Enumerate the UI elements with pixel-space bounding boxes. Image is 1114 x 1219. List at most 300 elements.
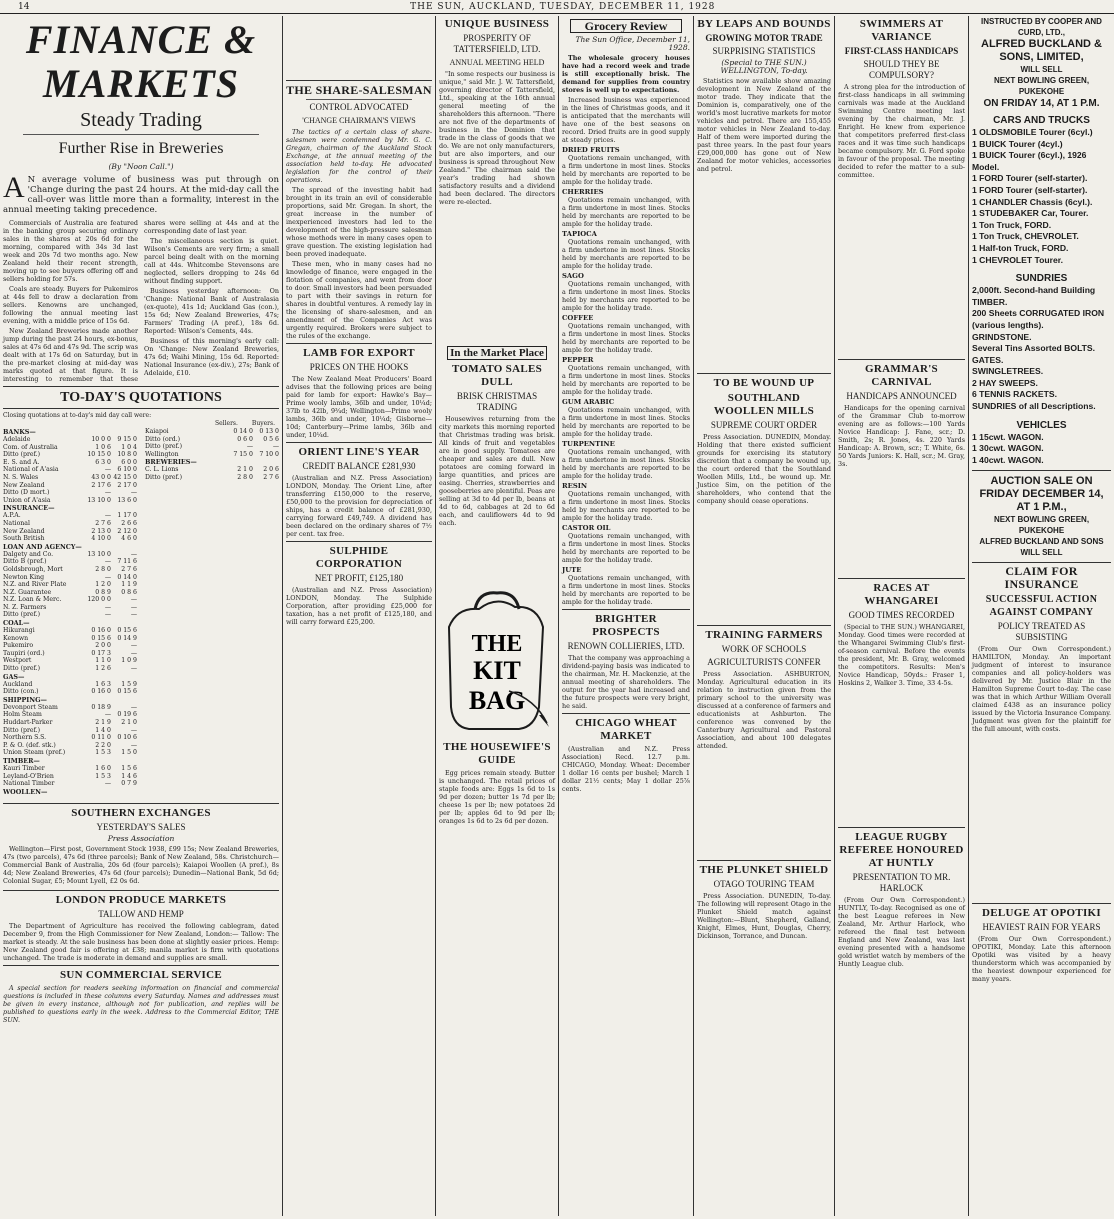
- quote-sellers: —: [104, 603, 111, 611]
- quote-sellers: 1 1 0: [95, 657, 111, 665]
- quote-name: N.Z. and River Plate: [3, 581, 67, 589]
- quote-buyers: 1 5 6: [121, 764, 137, 772]
- quote-name: Ditto (pref.): [3, 665, 41, 673]
- quote-buyers: —: [130, 726, 137, 734]
- article-body: (Australian and N.Z. Press Association) LONDON, Monday. The Orient Line, after transferring £150,000 to the reserve, £50,000 to the provision for depreciation of ships, has a credit balance of £281,930, carrying forward £49,749. A dividend has been declared on the ordinary shares of 7½ per cent. tax free.: [286, 474, 432, 538]
- quote-row: [3, 497, 137, 505]
- byline: (By "Noon Call."): [108, 162, 174, 171]
- grocery-column: [559, 16, 693, 1216]
- article-body: (Australian and N.Z. Press Association) LONDON, Monday. The Sulphide Corporation, after providing £25,000 for taxation, has a net profit of £125,180, and will carry forward £25,200.: [286, 586, 432, 626]
- quote-buyers: 7 10 0: [259, 450, 279, 458]
- article-body: Press Association. ASHBURTON, Monday. Agricultural education in its relation to instruction given from the primary school to the university was discussed at a conference of farmers and educationists at Ashburton. The conference was convened by the Canterbury Agricultural and Pastoral Association, and about 100 delegates attended.: [697, 670, 831, 750]
- paragraph: The tactics of a certain class of share-salesmen were condemned by Mr. G. C. Gregan, chairman of the Auckland Stock Exchange, at the annual meeting of the association held to-day. He advocated legislation for the control of their operations.: [286, 128, 432, 184]
- subheadline: HANDICAPS ANNOUNCED: [846, 391, 957, 401]
- ad-vehicle-item: 1 30cwt. WAGON.: [972, 443, 1044, 454]
- headline: RACES AT WHANGAREI: [864, 582, 939, 607]
- quote-buyers: 1 1 9: [121, 581, 137, 589]
- sport-column: [835, 16, 968, 1216]
- subheadline: WORK OF SCHOOLS: [721, 644, 807, 654]
- quote-buyers: 1 17 0: [117, 512, 137, 520]
- article-body: That the company was approaching a dividend-paying basis was indicated to the chairman, Mr. H. Mackenzie, at the annual meeting of shareholders. The output for the year had increased and the future prospects were very bright, he said.: [562, 654, 690, 710]
- quote-sellers: 2 1 9: [95, 719, 111, 726]
- paragraph: Coals are steady. Buyers for Pukemiros at 44s fell to draw a declaration from sellers. Kenowns are unchanged, following the annual meeting last evening, with a middle price of 15s 6d.: [3, 285, 138, 325]
- quote-sellers: 1 2 0: [95, 581, 111, 589]
- quote-row: [3, 551, 137, 559]
- quote-sellers: 1 0 6: [95, 443, 111, 451]
- subheadline: CONTROL ADVOCATED: [309, 102, 409, 112]
- quote-buyers: 6 0 0: [121, 458, 137, 466]
- commodity-note: Quotations remain unchanged, with a firm undertone in most lines. Stocks held by merchants are reported to be ample for the holiday trade.: [562, 532, 690, 564]
- subheadline: GOOD TIMES RECORDED: [848, 610, 955, 620]
- motor-column: [694, 16, 834, 1216]
- quote-sellers: 2 2 0: [95, 741, 111, 749]
- quote-row: [3, 704, 137, 712]
- ad-vehicle-item: 1 40cwt. WAGON.: [972, 454, 1044, 465]
- quote-name: Pukemiro: [3, 642, 34, 650]
- quote-section: TIMBER—: [3, 756, 40, 765]
- commodity-heading: CASTOR OIL: [562, 524, 611, 532]
- quote-row: [145, 443, 279, 451]
- headline: SWIMMERS AT VARIANCE: [859, 18, 944, 43]
- quote-sellers: 1 4 0: [95, 726, 111, 734]
- ad-car-item: 1 STUDEBAKER Car, Tourer.: [972, 208, 1089, 219]
- quotations-note: Closing quotations at to-day's mid day call were:: [3, 412, 152, 419]
- ad-cars-title: CARS AND TRUCKS: [993, 115, 1090, 126]
- article-body: (From Our Own Correspondent.) OPOTIKI, Monday. Late this afternoon Opotiki was visited by a heavy thunderstorm which was accompanied by the heaviest downpour experienced for many years.: [972, 935, 1111, 984]
- quote-sellers: 2 13 0: [91, 527, 111, 535]
- quote-sellers: 10 15 0: [87, 451, 111, 459]
- article-body: "In some respects our business is unique," said Mr. J. W. Tattersfield, governing director of Tattersfield, Ltd., speaking at the 16th annual general meeting of the shareholders this afternoon. "There are not five of the departments of business in the Dominion that trade in the class of goods that we do. We are not only manufacturers, but are also importers, and our business is spread throughout New Zealand." The chairman said the year's trading had shown satisfactory results and a dividend had been declared. The directors were re-elected.: [439, 70, 555, 206]
- headline: SUN COMMERCIAL SERVICE: [59, 969, 223, 981]
- quote-row: [3, 451, 137, 459]
- headline: UNIQUE BUSINESS: [444, 18, 550, 30]
- headline: SOUTHERN EXCHANGES: [71, 807, 211, 819]
- quote-section: BREWERIES—: [145, 458, 197, 467]
- finance-body: [3, 219, 279, 383]
- ad-sundry-item: 200 Sheets CORRUGATED IRON (various lengths).: [972, 308, 1105, 330]
- paragraph: Business of this morning's early call: On 'Change: New Zealand Breweries, 47s 6d; Waihi Mining, 15s 6d. Reported: National Insurance (ex-div.), 27s; Bank of Adelaide, £10.: [144, 337, 279, 377]
- quote-name: C. L. Lions: [145, 466, 179, 474]
- ad-car-item: 1 FORD Tourer (self-starter).: [972, 173, 1088, 184]
- quote-name: Taupiri (ord.): [3, 649, 45, 657]
- quote-name: E. S. and A.: [3, 458, 40, 466]
- quote-buyers: 9 15 0: [117, 436, 137, 443]
- quote-buyers: —: [130, 550, 137, 558]
- quote-row: [3, 596, 137, 604]
- commodity-note: Quotations remain unchanged, with a firm undertone in most lines. Stocks held by merchants are reported to be ample for the holiday trade.: [562, 280, 690, 312]
- ad-car-item: 1 BUICK Tourer (4cyl.): [972, 138, 1063, 149]
- quote-name: Ditto (ord.): [145, 435, 181, 443]
- quote-buyers: 2 17 0: [117, 481, 137, 489]
- quote-name: Ditto (con.): [3, 688, 39, 696]
- finance-column: [0, 16, 282, 1216]
- quote-buyers: 0 19 6: [117, 711, 137, 719]
- subheadline: GROWING MOTOR TRADE: [705, 33, 823, 43]
- quote-row: [3, 512, 137, 520]
- quote-buyers: —: [130, 703, 137, 711]
- quote-section: INSURANCE—: [3, 504, 55, 513]
- ad-car-item: 1 CHEVROLET Tourer.: [972, 254, 1064, 265]
- quote-row: [3, 535, 137, 543]
- article-body: (From Our Own Correspondent.) HUNTLY, To-day. Recognised as one of the best League referees in New Zealand, Mr. Arthur Harlock, who refereed the final test between England and New Zealand, was last evening presented with a handsome gold wristlet watch by members of the Huntly League club.: [838, 896, 965, 968]
- ad-sundry-item: SWINGLETREES.: [972, 366, 1044, 377]
- quote-sellers: 7 15 0: [233, 450, 253, 458]
- quote-sellers: 0 14 0: [233, 428, 253, 435]
- ad-car-item: 1 CHANDLER Chassis (6cyl.).: [972, 196, 1093, 207]
- quote-row: [3, 566, 137, 574]
- ad-sundries-list: [972, 285, 1111, 413]
- grocery-review-heading: Grocery Review: [570, 19, 682, 33]
- quote-row: [3, 780, 137, 788]
- quote-buyers: —: [130, 741, 137, 749]
- headline: SOUTHLAND WOOLLEN MILLS: [713, 392, 815, 417]
- article-body: Increased business was experienced in the lines of Christmas goods, and it is anticipated that the merchants will have one of the best seasons on record. Dried fruits are in good supply at steady prices.: [562, 96, 690, 144]
- quote-sellers: 0 16 0: [91, 688, 111, 696]
- quotations-header: [3, 420, 279, 428]
- quote-row: [3, 611, 137, 619]
- quote-buyers: 0 15 6: [117, 627, 137, 635]
- quote-sellers: —: [104, 611, 111, 619]
- commodity-heading: GUM ARABIC: [562, 398, 615, 406]
- quote-name: N. S. Wales: [3, 473, 39, 481]
- subheadline: SUCCESSFUL ACTION AGAINST COMPANY: [985, 594, 1098, 619]
- quote-sellers: —: [104, 466, 111, 474]
- intro-paragraph: [3, 171, 279, 215]
- subheadline: SUPREME COURT ORDER: [710, 420, 818, 430]
- quote-row: [3, 466, 137, 474]
- headline: DELUGE AT OPOTIKI: [982, 907, 1101, 920]
- subheadline: Further Rise in Breweries: [58, 140, 224, 157]
- quote-row: [3, 742, 137, 750]
- quote-name: N. Z. Farmers: [3, 603, 47, 611]
- ad2-title: AUCTION SALE ON FRIDAY DECEMBER 14, AT 1 P.M.,: [979, 475, 1104, 514]
- subheadline: FIRST-CLASS HANDICAPS: [844, 46, 959, 56]
- headline: TRAINING FARMERS: [705, 629, 823, 641]
- commodity-heading: TURPENTINE: [562, 440, 615, 448]
- paragraph: New Zealand Breweries made another jump during the past 24 hours, ex-bonus, sales at 47s 6d and 47s 9d. The scrip was dealt with at 17s 6d on Saturday, but in the pre-market closing at mid-day was marks quoted at that figure. It is interesting to remember that these shares were selling at 44s and at the corresponding date of last year.: [3, 219, 279, 383]
- kitbag-word: KIT: [473, 656, 521, 685]
- subheadline: TALLOW AND HEMP: [98, 909, 184, 919]
- share-column: [283, 16, 435, 1216]
- quote-name: A.P.A.: [3, 512, 21, 520]
- subheadline: YESTERDAY'S SALES: [96, 822, 186, 832]
- quote-buyers: 2 0 6: [263, 466, 279, 474]
- quote-row: [145, 428, 279, 436]
- quote-row: [3, 436, 137, 444]
- ad-sundry-item: 6 TENNIS RACKETS.: [972, 389, 1057, 400]
- quote-row: [3, 765, 137, 773]
- quote-sellers: —: [104, 512, 111, 520]
- article-body: Press Association. DUNEDIN, Monday. Holding that there existed sufficient grounds for exercising its statutory discretion that a company be wound up, the court ordered that the Southland Woollen Mills, Ltd., be wound up. Mr. Justice Sim, on the petition of the shareholders, who contend that the company should cease operations.: [697, 433, 831, 505]
- ad-sundry-item: GATES.: [972, 354, 1004, 365]
- ad-car-item: 1 OLDSMOBILE Tourer (6cyl.): [972, 127, 1093, 137]
- quote-buyers: 1 5 0: [121, 749, 137, 757]
- quote-buyers: —: [130, 642, 137, 650]
- kit-bag-icon: [439, 587, 555, 737]
- quote-section: LOAN AND AGENCY—: [3, 542, 82, 551]
- quote-row: [3, 474, 137, 482]
- quote-buyers: —: [130, 649, 137, 657]
- quote-name: Wellington: [145, 450, 179, 458]
- quote-buyers: 10 8 0: [117, 451, 137, 459]
- quote-section: COAL—: [3, 619, 30, 628]
- subheadline: RENOWN COLLIERIES, LTD.: [567, 641, 685, 651]
- quote-row: [3, 642, 137, 650]
- quote-row: [3, 558, 137, 566]
- quote-row: [3, 489, 137, 497]
- ad-date: ON FRIDAY 14, AT 1 P.M.: [983, 98, 1100, 109]
- quote-row: [3, 520, 137, 528]
- quote-row: [3, 528, 137, 536]
- quote-row: [3, 604, 137, 612]
- ad-sundry-item: 2,000ft. Second-hand Building TIMBER.: [972, 285, 1096, 307]
- quote-row: [3, 681, 137, 689]
- byline: The Sun Office, December 11, 1928.: [575, 35, 690, 52]
- subheadline: SHOULD THEY BE COMPULSORY?: [863, 59, 940, 80]
- quote-name: Huddart-Parker: [3, 719, 53, 726]
- headline: THE PLUNKET SHIELD: [699, 864, 829, 876]
- ad-car-item: 1 Ton Truck, FORD.: [972, 219, 1052, 230]
- quote-buyers: 1 0 4: [121, 443, 137, 451]
- quote-name: Dalgety and Co.: [3, 550, 54, 558]
- quote-name: Kenown: [3, 634, 29, 642]
- ad-sundry-item: Several Tins Assorted BOLTS.: [972, 343, 1096, 354]
- subheadline: PROSPERITY OF TATTERSFIELD, LTD.: [453, 33, 541, 54]
- quotations-title: TO-DAY'S QUOTATIONS: [60, 390, 222, 405]
- quote-row: [3, 727, 137, 735]
- auction-advertisement-2: [972, 471, 1111, 563]
- paragraph: The miscellaneous section is quiet. Wilson's Cements are very firm; a small parcel being dealt with on the morning call at 44s. Whitcombe Stevensons are neglected, sellers dropping to 24s 6d without finding support.: [144, 237, 279, 285]
- headline: BY LEAPS AND BOUNDS: [697, 18, 831, 30]
- quote-buyers: 1 5 9: [121, 680, 137, 688]
- article-body: Wellington—First post, Government Stock 1938, £99 15s; New Zealand Breweries, 47s (two parcels), 47s 6d (three parcels); Bank of New Zealand, 58s. Christchurch—Commercial Bank of Australia, 20s 6d (four parcels); Kaiapoi Woollen (A pref.), 8s 4d; New Zealand Breweries, 47s 6d (four parcels); Dunedin—National Bank, 5d 6d; Colonial Sugar, £5; Mount Lyell, £2 0s 6d.: [3, 845, 279, 885]
- commodity-heading: TAPIOCA: [562, 230, 597, 238]
- quote-name: Ditto B (pref.): [3, 558, 47, 566]
- subheadline: AGRICULTURISTS CONFER: [707, 657, 821, 667]
- quote-row: [3, 657, 137, 665]
- quote-buyers: 0 7 9: [121, 780, 137, 788]
- subheadline: BRISK CHRISTMAS TRADING: [456, 391, 538, 412]
- article-body: Housewives returning from the city markets this morning reported that Christmas trading was brisk. All kinds of fruit and vegetables are in good supply. Tomatoes are cheaper and sales are dull. New potatoes are coming forward in large quantities, and prices are easing. Cherries, strawberries and gooseberries are plentiful. Peas are selling at 3d to 4d per lb, beans at 4d to 6d, cabbages at 2d to 6d each, and cauliflowers 4d to 9d each.: [439, 415, 555, 527]
- subheadline: PRESENTATION TO MR. HARLOCK: [852, 872, 951, 893]
- quote-row: [3, 581, 137, 589]
- headline: SULPHIDE CORPORATION: [315, 545, 403, 570]
- quote-buyers: —: [130, 596, 137, 604]
- article-body: Statistics now available show amazing development in New Zealand of the motor trade. They indicate that the Dominion is, comparatively, one of the world's most lucrative markets for motor vehicles and petrol. There are 155,455 motor vehicles in New Zealand to-day. Half of them were imported during the past three years. In the past four years £29,000,000 has gone out of New Zealand for motor vehicles, accessories and petrol.: [697, 77, 831, 173]
- quote-buyers: —: [130, 603, 137, 611]
- quote-row: [3, 482, 137, 490]
- auction-column: [969, 16, 1114, 1216]
- ad-vehicles-title: VEHICLES: [1016, 419, 1067, 431]
- paragraph: Business yesterday afternoon: On 'Change: National Bank of Australasia (ex-quote), 41s 1d; Auckland Gas (con.), 15s 6d; New Zealand Breweries, 47s; Farmers' Trading (A pref.), 18s 6d. Reported: Wilson's Cements, 44s.: [144, 287, 279, 335]
- quote-name: Goldsbrough, Mort: [3, 565, 63, 573]
- quote-buyers: 2 12 0: [117, 527, 137, 535]
- commodity-note: Quotations remain unchanged, with a firm undertone in most lines. Stocks held by merchants are reported to be ample for the holiday trade.: [562, 238, 690, 270]
- quote-section: SHIPPING—: [3, 695, 47, 704]
- quote-name: Leyland-O'Brien: [3, 772, 54, 780]
- quote-name: Devonport Steam: [3, 703, 58, 711]
- subheadline: OTAGO TOURING TEAM: [713, 879, 815, 889]
- kitbag-word: THE: [471, 631, 523, 657]
- quote-sellers: —: [104, 711, 111, 719]
- quote-buyers: —: [130, 611, 137, 619]
- quote-row: [3, 688, 137, 696]
- subheadline: ANNUAL MEETING HELD: [449, 58, 545, 67]
- article-body: A strong plea for the introduction of first-class handicaps in all swimming carnivals was made at the Auckland Swimming Centre meeting last evening by the chairman, Mr. J. Enright. He knew from experience that competitors preferred first-class races and it was time such handicaps became compulsory. Mr. G. Ford spoke in favour of the proposal. The meeting decided to refer the matter to a sub-committee.: [838, 83, 965, 179]
- quote-row: [3, 627, 137, 635]
- quote-buyers: 0 14 0: [117, 573, 137, 581]
- quote-buyers: 2 7 6: [121, 565, 137, 573]
- quote-sellers: 13 10 0: [87, 496, 111, 504]
- quote-sellers: 0 6 0: [237, 435, 253, 443]
- ad-instructed: INSTRUCTED BY COOPER AND CURD, LTD.,: [981, 17, 1102, 37]
- quote-sellers: 0 17 3: [91, 649, 111, 657]
- quote-sellers: 10 0 0: [91, 436, 111, 443]
- quote-name: National: [3, 519, 30, 527]
- commodity-note: Quotations remain unchanged, with a firm undertone in most lines. Stocks held by merchants are reported to be ample for the holiday trade.: [562, 364, 690, 396]
- quote-buyers: 13 6 0: [117, 496, 137, 504]
- quote-sellers: 0 8 9: [95, 588, 111, 596]
- quote-buyers: 0 14 9: [117, 634, 137, 642]
- headline: LEAGUE RUGBY REFEREE HONOURED AT HUNTLY: [839, 831, 964, 869]
- commodity-note: Quotations remain unchanged, with a firm undertone in most lines. Stocks held by merchants are reported to be ample for the holiday trade.: [562, 490, 690, 522]
- intro-text: N average volume of business was put through on 'Change during the past 24 hours. At the mid-day call the call-over was little more than a formality, interest in the annual meeting taking precedence.: [3, 175, 279, 215]
- quote-buyers: 7 11 6: [117, 558, 137, 566]
- quote-buyers: 0 10 6: [117, 734, 137, 742]
- article-body: (Australian and N.Z. Press Association) Recd. 12.7 p.m. CHICAGO, Monday. Wheat: December 1 dollar 16 cents per bushel; March 1 dollar 21½ cents; May 1 dollar 25⅞ cents.: [562, 745, 690, 793]
- commodity-heading: JUTE: [562, 566, 582, 574]
- ad-venue: NEXT BOWLING GREEN, PUKEKOHE: [993, 76, 1090, 96]
- quote-sellers: —: [246, 443, 253, 451]
- commodity-sections: [562, 146, 690, 606]
- credit-line: Press Association: [107, 834, 175, 843]
- dateline: (Special to THE SUN.) WELLINGTON, To-day.: [720, 58, 808, 75]
- commodity-heading: DRIED FRUITS: [562, 146, 620, 154]
- page-number: 14: [18, 1, 30, 12]
- quote-row: [3, 444, 137, 452]
- quote-row: [3, 665, 137, 673]
- commodity-note: Quotations remain unchanged, with a firm undertone in most lines. Stocks held by merchants are reported to be ample for the holiday trade.: [562, 406, 690, 438]
- quote-row: [3, 734, 137, 742]
- headline: TO BE WOUND UP: [713, 377, 815, 389]
- quote-sellers: 0 15 6: [91, 634, 111, 642]
- section-title: FINANCE & MARKETS: [25, 17, 257, 106]
- quote-name: P. & O. (def. stk.): [3, 741, 56, 749]
- quote-buyers: 42 15 0: [113, 473, 137, 481]
- quote-buyers: 0 8 6: [121, 588, 137, 596]
- quote-buyers: 2 7 6: [263, 473, 279, 481]
- quote-name: National Timber: [3, 780, 55, 788]
- masthead: [0, 0, 1114, 14]
- subheadline: SURPRISING STATISTICS: [712, 46, 816, 56]
- commodity-heading: CHERRIES: [562, 188, 604, 196]
- headline: Steady Trading: [80, 109, 202, 131]
- quote-sellers: 2 17 6: [91, 481, 111, 489]
- ad-sundry-item: GRINDSTONE.: [972, 331, 1032, 342]
- quote-sellers: 43 0 0: [91, 473, 111, 481]
- buyers-header: Buyers.: [251, 420, 275, 427]
- quote-name: Westport: [3, 657, 32, 665]
- commodity-heading: RESIN: [562, 482, 588, 490]
- article-body: A special section for readers seeking information on financial and commercial questions is included in these columns every Saturday. Names and addresses must be given in every instance, although not for publication, and replies will be published to questions early in the week. Address to the Commercial Editor, THE SUN.: [3, 984, 279, 1024]
- ad-car-item: 1 BUICK Tourer (6cyl.), 1926 Model.: [972, 150, 1087, 172]
- commodity-note: Quotations remain unchanged, with a firm undertone in most lines. Stocks held by merchants are reported to be ample for the holiday trade.: [562, 196, 690, 228]
- quote-buyers: —: [130, 665, 137, 673]
- commodity-note: Quotations remain unchanged, with a firm undertone in most lines. Stocks held by merchants are reported to be ample for the holiday trade.: [562, 154, 690, 186]
- quotations-table: [3, 428, 279, 800]
- quote-buyers: 0 15 6: [117, 688, 137, 696]
- quote-buyers: 1 0 9: [121, 657, 137, 665]
- commodity-note: Quotations remain unchanged, with a firm undertone in most lines. Stocks held by merchants are reported to be ample for the holiday trade.: [562, 574, 690, 606]
- lead-paragraph: The wholesale grocery houses have had a record week and trade is still exceptionally brisk. The demand for supplies from country stores is well up to expectations.: [562, 54, 690, 94]
- quote-row: [145, 466, 279, 474]
- quote-name: Auckland: [3, 680, 33, 688]
- quote-sellers: 6 3 0: [95, 458, 111, 466]
- quote-name: Kauri Timber: [3, 764, 45, 772]
- quote-row: [145, 451, 279, 459]
- subheadline: POLICY TREATED AS SUBSISTING: [997, 621, 1086, 643]
- quote-row: [3, 459, 137, 467]
- quote-name: Holm Steam: [3, 711, 42, 719]
- quote-buyers: 0 5 6: [263, 435, 279, 443]
- ad2-venue: NEXT BOWLING GREEN, PUKEKOHE: [993, 515, 1090, 536]
- business-column: [436, 16, 558, 1216]
- quote-sellers: —: [104, 558, 111, 566]
- quote-sellers: —: [104, 489, 111, 497]
- paragraph: The spread of the investing habit had brought in its train an evil of considerable proportions, said Mr. Gregan. In short, the great increase in the number of inexperienced investors had led to the development of the high-pressure salesman whose methods were in many cases open to grave question. The existing legislation had been proved inadequate.: [286, 186, 432, 258]
- sellers-header: Sellers.: [215, 420, 238, 427]
- commodity-note: Quotations remain unchanged, with a firm undertone in most lines. Stocks held by merchants are reported to be ample for the holiday trade.: [562, 448, 690, 480]
- article-body: The New Zealand Meat Producers' Board advises that the following prices are being paid for lamb for export: Hawke's Bay—Prime wooly lambs, 36lb and under, 10¼d; 37lb to 42lb, 9¾d; Wellington—Prime wooly lambs, 36lb and under, 10¼d; Gisborne—10d; Canterbury—Prime lambs, 36lb and under, 10¼d.: [286, 375, 432, 439]
- headline: LONDON PRODUCE MARKETS: [55, 894, 227, 906]
- quote-section: BANKS—: [3, 428, 36, 436]
- quote-row: [145, 474, 279, 482]
- quote-name: N.Z. Loan & Merc.: [3, 596, 62, 604]
- quote-buyers: —: [130, 489, 137, 497]
- quote-sellers: —: [104, 780, 111, 788]
- ad2-firm: ALFRED BUCKLAND AND SONS WILL SELL: [979, 537, 1104, 558]
- commodity-heading: SAGO: [562, 272, 584, 280]
- quote-name: New Zealand: [3, 527, 45, 535]
- ad-auctioneer: ALFRED BUCKLAND & SONS, LIMITED,: [981, 38, 1102, 63]
- quote-row: [3, 711, 137, 719]
- quote-sellers: 0 18 9: [91, 703, 111, 711]
- headline: THE HOUSEWIFE'S GUIDE: [443, 741, 551, 766]
- subheadline: 'CHANGE CHAIRMAN'S VIEWS: [302, 116, 416, 125]
- headline: CLAIM FOR INSURANCE: [1004, 564, 1079, 592]
- article-body: The Department of Agriculture has received the following cablegram, dated December 9, from the High Commissioner for New Zealand, London:— Tallow: The market is steady. At the sale business has been done at slightly easier prices. Hemp: New Zealand good fair is offering at £38; manila market is firm with quotations unchanged. The trade is moderate in demand and supplies are small.: [3, 922, 279, 962]
- paper-dateline: THE SUN, AUCKLAND, TUESDAY, DECEMBER 11, 1928: [410, 1, 716, 12]
- bottom-section: [3, 887, 279, 1026]
- quote-name: Com. of Australia: [3, 443, 58, 451]
- quote-buyers: 1 4 6: [121, 772, 137, 780]
- subheadline: PRICES ON THE HOOKS: [309, 362, 409, 372]
- quote-buyers: 2 6 6: [121, 519, 137, 527]
- quote-row: [3, 635, 137, 643]
- quote-buyers: 0 13 0: [259, 428, 279, 435]
- headline: BRIGHTER PROSPECTS: [592, 613, 660, 638]
- quote-name: Hikurangi: [3, 627, 35, 635]
- quote-sellers: 1 5 3: [95, 749, 111, 757]
- ad-will-sell: WILL SELL: [1020, 65, 1063, 74]
- quote-name: Ditto (pref.): [3, 611, 41, 619]
- quote-sellers: 120 0 0: [87, 596, 111, 604]
- quote-name: Union of A'asia: [3, 496, 51, 504]
- quote-row: [3, 773, 137, 781]
- commodity-note: Quotations remain unchanged, with a firm undertone in most lines. Stocks held by merchants are reported to be ample for the holiday trade.: [562, 322, 690, 354]
- ad-vehicles-list: [972, 432, 1111, 467]
- quote-name: South British: [3, 535, 45, 543]
